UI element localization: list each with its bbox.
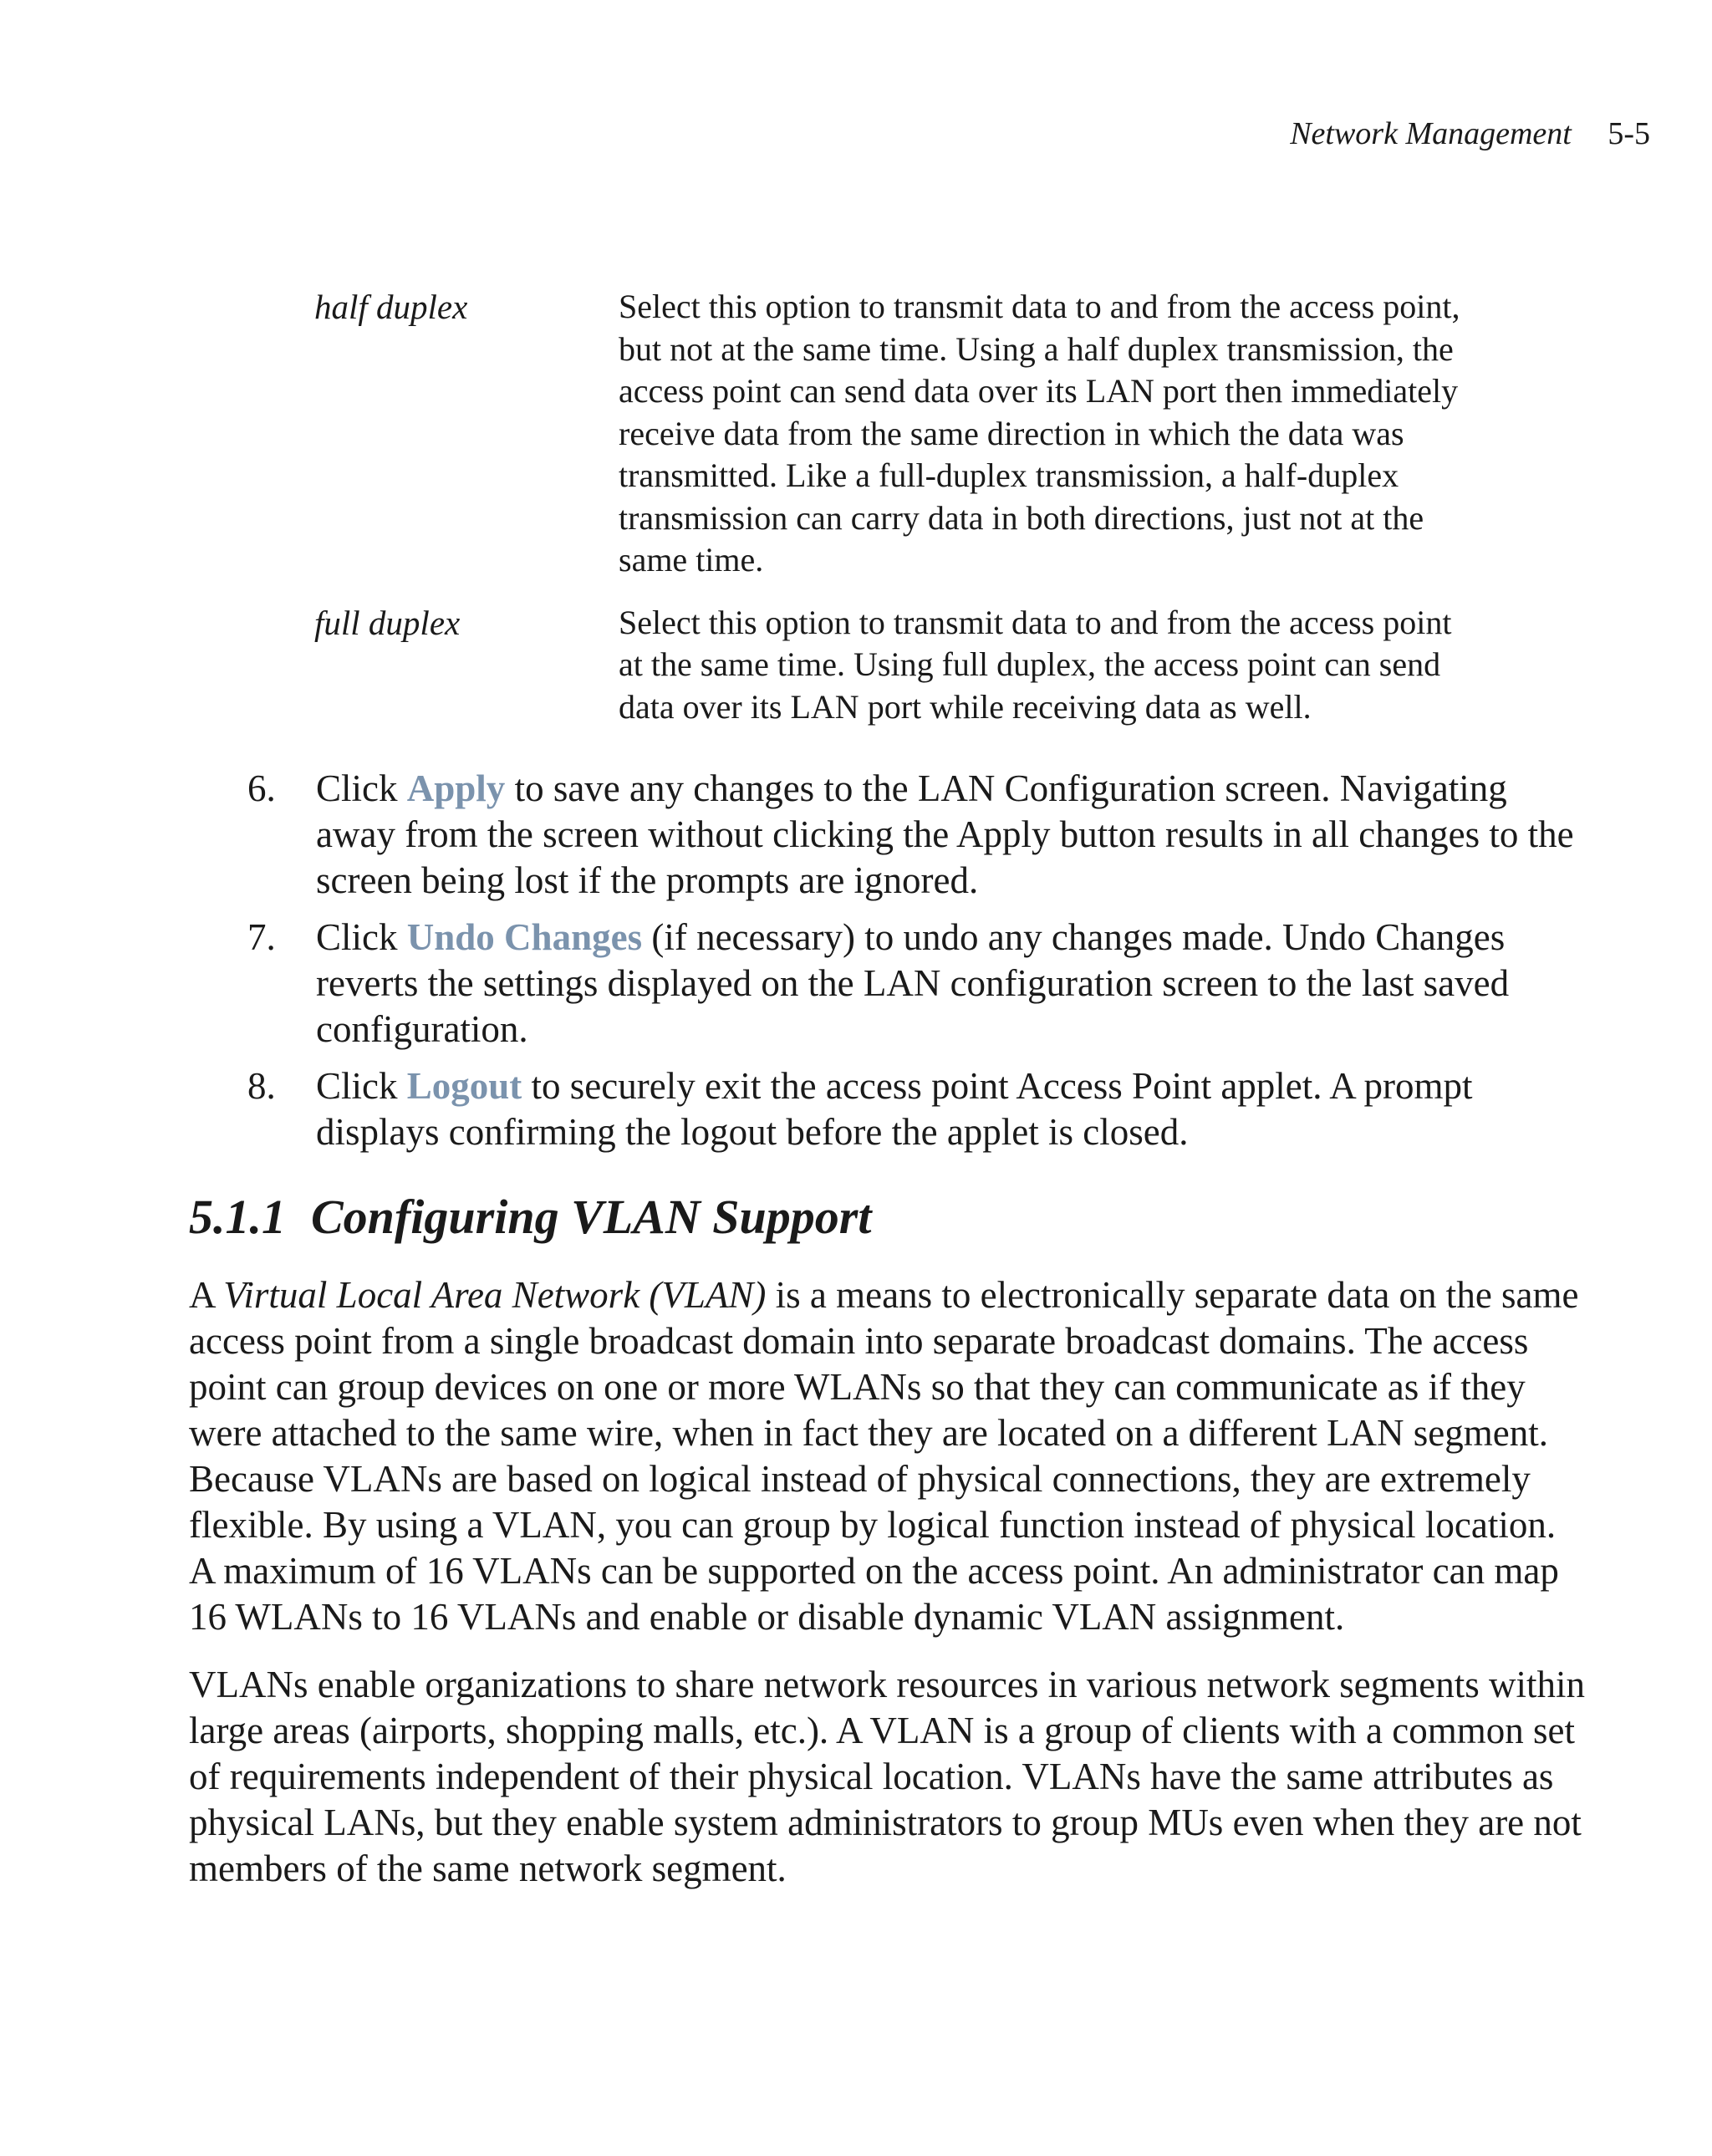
- step-number: 6.: [247, 767, 276, 809]
- section-title: Configuring VLAN Support: [311, 1190, 872, 1244]
- section-number: 5.1.1: [189, 1190, 286, 1244]
- step-prefix: Click: [316, 767, 407, 809]
- step-prefix: Click: [316, 1065, 407, 1107]
- definition-description: Select this option to transmit data to and from the access point, but not at the same time. Using a half duplex transmission, the access point can send data over its LAN port then immediately receive data from the same direction in which the data was transmitted. Like a full-duplex transmission, a half-duplex transmission can carry data in both directions, just not at the same time.: [619, 288, 1460, 579]
- duplex-definition-list: [314, 286, 1485, 728]
- header-chapter-title: Network Management: [1290, 116, 1572, 151]
- definition-term: half duplex: [314, 288, 468, 326]
- step-item: [247, 766, 1585, 904]
- step-text: [316, 1063, 1578, 1155]
- step-item: [247, 1063, 1585, 1155]
- page-number: 5-5: [1608, 116, 1650, 151]
- step-prefix: Click: [316, 916, 407, 958]
- step-item: [247, 915, 1585, 1053]
- section-heading: [189, 1187, 871, 1247]
- vlan-usage-paragraph: VLANs enable organizations to share network resources in various network segments within large areas (airports, shopping malls, etc.). A VLAN is a group of clients with a common set of requirements independent of their physical location. VLANs have the same attributes as physical LANs, but they enable system administrators to group MUs even when they are not members of the same network segment.: [189, 1664, 1586, 1889]
- logout-label: Logout: [406, 1065, 522, 1107]
- step-text: [316, 766, 1578, 904]
- definition-row: [314, 602, 1485, 729]
- step-suffix: to securely exit the access point Access Point applet. A prompt displays confirming the logout before the applet is closed.: [316, 1065, 1473, 1153]
- definition-row: [314, 286, 1485, 582]
- paragraph-lead: A: [189, 1274, 224, 1316]
- paragraph-body: is a means to electronically separate data on the same access point from a single broadcast domain into separate broadcast domains. The access point can group devices on one or more WLANs so that they can communicate as if they were attached to the same wire, when in fact they are located on a different LAN segment. Because VLANs are based on logical instead of physical connections, they are extremely flexible. By using a VLAN, you can group by logical function instead of physical location. A maximum of 16 VLANs can be supported on the access point. An administrator can map 16 WLANs to 16 VLANs and enable or disable dynamic VLAN assignment.: [189, 1274, 1579, 1638]
- step-suffix: (if necessary) to undo any changes made. Undo Changes reverts the settings displayed on the LAN configuration screen to the last saved configuration.: [316, 916, 1510, 1050]
- apply-label: Apply: [406, 767, 506, 809]
- definition-term: full duplex: [314, 603, 461, 642]
- step-number: 8.: [247, 1065, 276, 1107]
- step-number: 7.: [247, 916, 276, 958]
- vlan-intro-paragraph: [189, 1272, 1585, 1640]
- undo-changes-label: Undo Changes: [406, 916, 643, 958]
- step-suffix: to save any changes to the LAN Configuration screen. Navigating away from the screen without clicking the Apply button results in all changes to the screen being lost if the prompts are ignored.: [316, 767, 1574, 901]
- running-header: [1290, 114, 1650, 154]
- vlan-term: Virtual Local Area Network (VLAN): [223, 1274, 767, 1316]
- step-text: [316, 915, 1578, 1053]
- procedure-steps: [247, 766, 1585, 1155]
- definition-description: Select this option to transmit data to and from the access point at the same time. Using full duplex, the access point can send data over its LAN port while receiving data as well.: [619, 603, 1452, 726]
